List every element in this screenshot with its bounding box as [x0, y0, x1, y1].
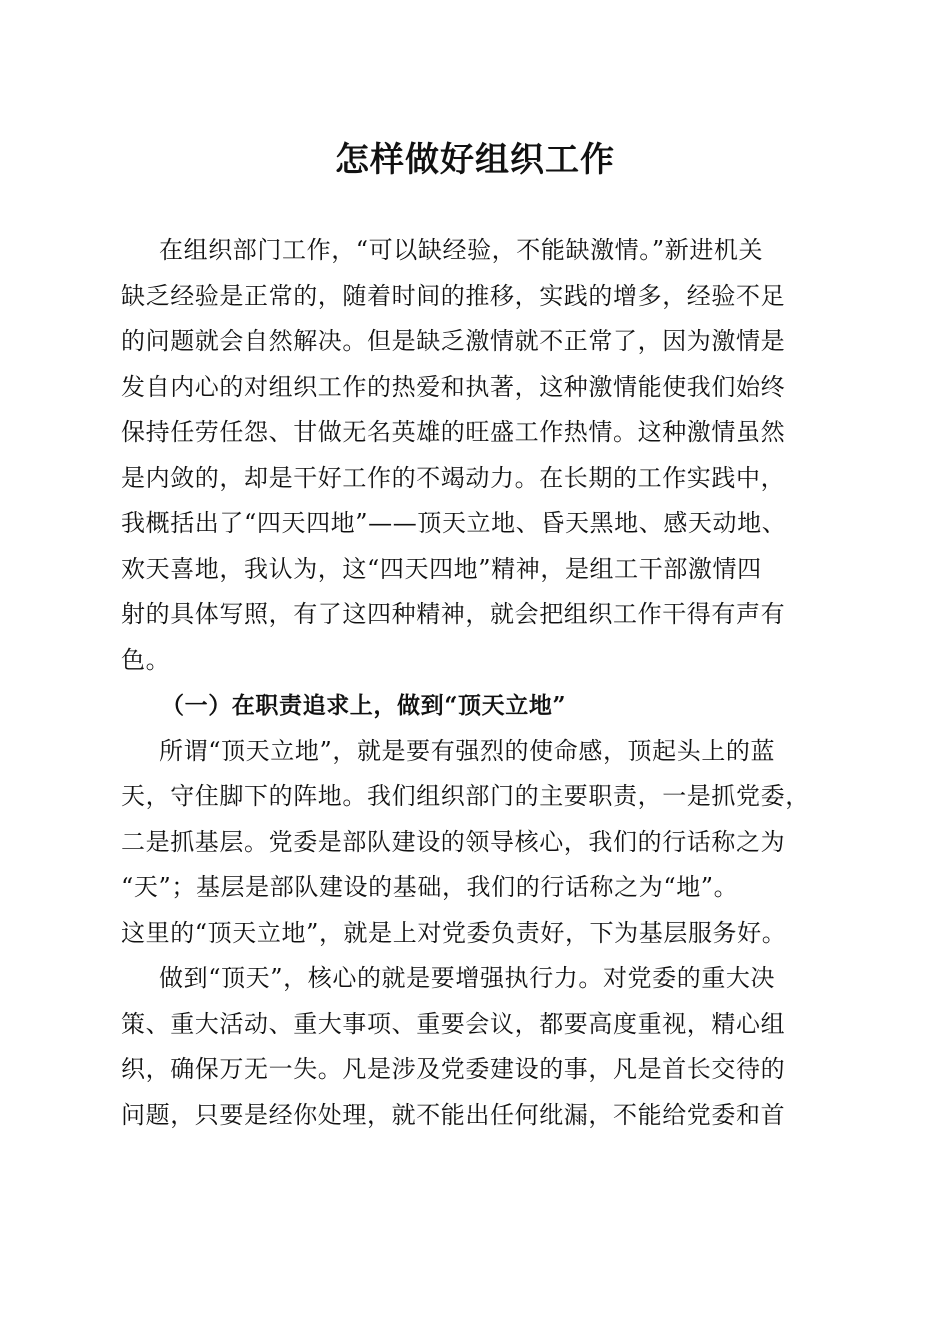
paragraph-line: 问题，只要是经你处理，就不能出任何纰漏，不能给党委和首	[121, 1100, 786, 1129]
paragraph-line: 色。	[121, 645, 171, 674]
section-heading: （一）在职责追求上，做到“顶天立地”	[161, 692, 567, 719]
paragraph-line: 在组织部门工作，“可以缺经验，不能缺激情。”新进机关	[159, 236, 764, 264]
document-title: 怎样做好组织工作	[335, 140, 615, 180]
paragraph-line: 射的具体写照，有了这四种精神，就会把组织工作干得有声有	[121, 600, 786, 628]
paragraph-line: 策、重大活动、重大事项、重要会议，都要高度重视，精心组	[121, 1009, 786, 1038]
paragraph-line: 所谓“顶天立地”，就是要有强烈的使命感，顶起头上的蓝	[159, 736, 776, 765]
paragraph-line: 是内敛的，却是干好工作的不竭动力。在长期的工作实践中，	[121, 463, 786, 492]
paragraph-line: 缺乏经验是正常的，随着时间的推移，实践的增多，经验不足	[121, 281, 786, 310]
paragraph-line: 这里的“顶天立地”，就是上对党委负责好，下为基层服务好。	[121, 918, 787, 947]
paragraph-line: 发自内心的对组织工作的热爱和执著，这种激情能使我们始终	[121, 372, 786, 401]
paragraph-line: 天，守住脚下的阵地。我们组织部门的主要职责，一是抓党委，	[121, 782, 810, 810]
document-body	[121, 228, 833, 1138]
paragraph-line: 欢天喜地，我认为，这“四天四地”精神，是组工干部激情四	[121, 554, 762, 583]
paragraph-line: “天”；基层是部队建设的基础，我们的行话称之为“地”。	[121, 873, 739, 901]
paragraph-line: 我概括出了“四天四地”——顶天立地、昏天黑地、感天动地、	[121, 509, 787, 537]
paragraph-line: 织，确保万无一失。凡是涉及党委建设的事，凡是首长交待的	[121, 1055, 786, 1083]
paragraph-line: 二是抓基层。党委是部队建设的领导核心，我们的行话称之为	[121, 827, 786, 856]
paragraph-line: 保持任劳任怨、甘做无名英雄的旺盛工作热情。这种激情虽然	[121, 418, 786, 446]
paragraph-line: 做到“顶天”，核心的就是要增强执行力。对党委的重大决	[159, 964, 776, 992]
paragraph-line: 的问题就会自然解决。但是缺乏激情就不正常了，因为激情是	[121, 327, 786, 355]
